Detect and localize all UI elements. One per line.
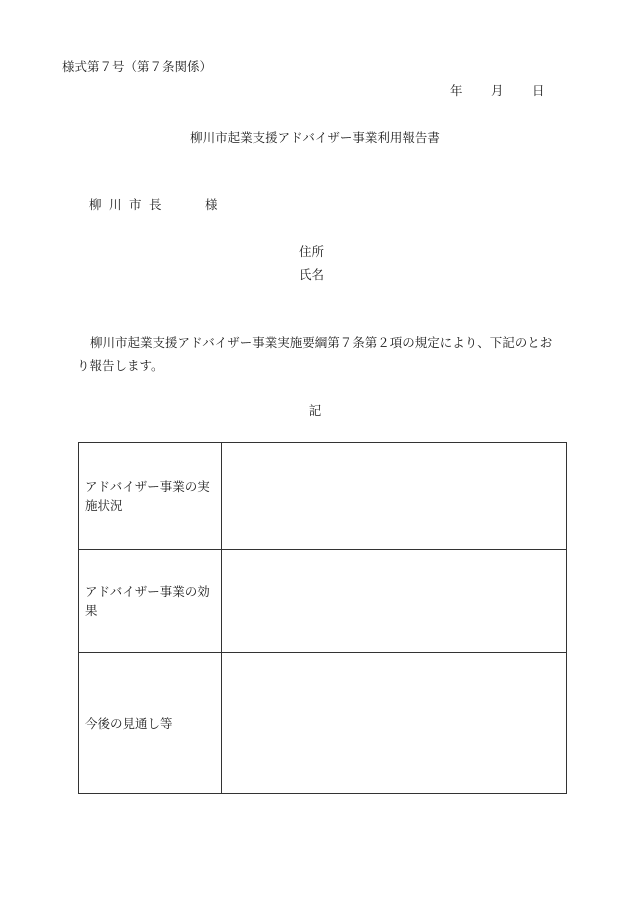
table-row [79,550,567,653]
date-month-label: 月 [491,83,504,98]
note-heading: 記 [308,403,322,418]
document-title: 柳川市起業支援アドバイザー事業利用報告書 [190,130,440,145]
table-row [79,653,567,794]
form-number: 様式第７号（第７条関係） [62,59,213,74]
effect-field[interactable] [222,550,567,653]
addressee-honorific: 様 [205,197,218,212]
date-day-label: 日 [532,83,545,98]
date-line [450,81,545,99]
address-label: 住所 [299,244,325,259]
date-year-label: 年 [450,83,463,98]
table-row [79,443,567,550]
implementation-status-label: アドバイザー事業の実施状況 [79,443,222,550]
outlook-field[interactable] [222,653,567,794]
implementation-status-field[interactable] [222,443,567,550]
addressee: 柳川市長 [89,197,170,212]
report-table [78,442,567,794]
body-text: 柳川市起業支援アドバイザー事業実施要綱第７条第２項の規定により、下記のとおり報告します。 [77,335,553,373]
outlook-label: 今後の見通し等 [79,653,222,794]
effect-label: アドバイザー事業の効果 [79,550,222,653]
name-label: 氏名 [299,267,325,282]
